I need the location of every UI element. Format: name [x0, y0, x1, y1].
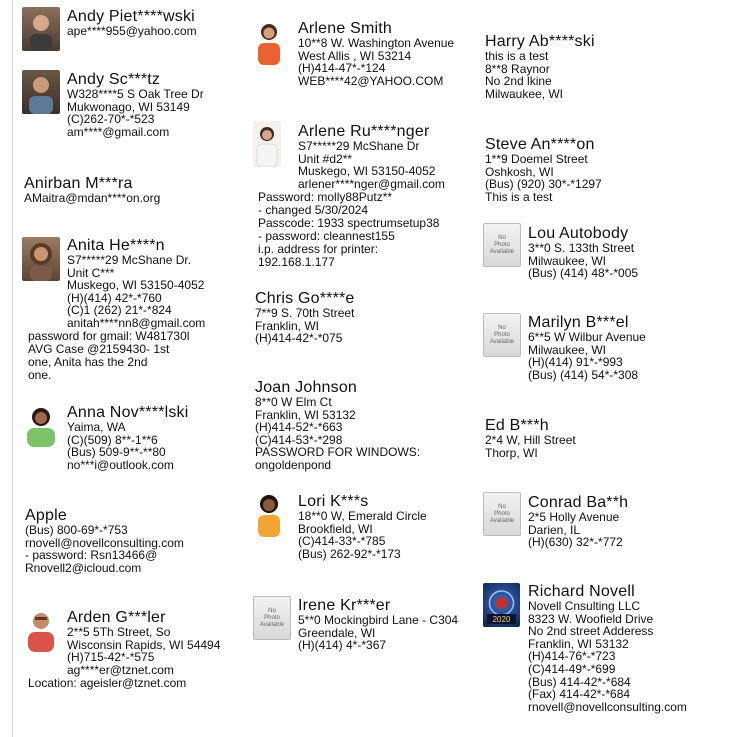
no-photo-text: No — [498, 234, 506, 241]
contact-note: Location: ageisler@tznet.com — [28, 676, 187, 690]
contact-line: Unit #d2** — [298, 151, 353, 166]
no-photo-text: Available — [489, 248, 515, 255]
contact-ed[interactable] — [485, 417, 576, 459]
contact-lori[interactable] — [298, 493, 427, 560]
contact-line: Unit C*** — [67, 265, 115, 280]
contact-note: - password: Rsn13466@ — [25, 548, 158, 563]
contact-line: (C)414-33*-*785 — [298, 534, 386, 549]
contact-line: No 2nd street Adderess — [528, 624, 654, 639]
no-photo-placeholder-icon — [483, 223, 521, 267]
contact-line: (Bus) 800-69*-*753 — [25, 523, 128, 537]
contact-line: (C)(509) 8**-1**6 — [67, 432, 158, 447]
contact-note: one. — [28, 368, 52, 382]
contact-conrad[interactable] — [528, 494, 628, 549]
contact-line: (C)1 (262) 21*-*824 — [67, 303, 172, 318]
contact-line: Yaima, WA — [67, 420, 126, 434]
contact-line: (Bus) (414) 48*-*005 — [528, 266, 639, 281]
contact-name: Steve An****on — [485, 136, 595, 153]
contact-line: (H)414-47*-*124 — [298, 61, 386, 76]
contact-line: Milwaukee, WI — [528, 342, 607, 357]
contact-line: S7*****29 McShane Dr — [298, 139, 420, 153]
contact-note: i.p. address for printer: — [258, 242, 379, 256]
contact-line: (H)414-76*-*723 — [528, 649, 616, 664]
contact-andy-p[interactable] — [67, 8, 197, 38]
contact-anita[interactable] — [28, 237, 258, 387]
contact-line: 7**9 S. 70th Street — [255, 306, 355, 320]
no-photo-text: Photo — [494, 241, 510, 248]
contact-note: PASSWORD FOR WINDOWS: — [255, 445, 421, 460]
contact-note: one, Anita has the 2nd — [28, 355, 148, 369]
contact-line: Novell Cnsulting LLC — [528, 599, 641, 613]
contact-line: (H)(414) 91*-*993 — [528, 355, 623, 370]
contact-line: (Fax) 414-42*-*684 — [528, 687, 631, 702]
contact-line: rnovell@novellconsulting.com — [528, 699, 687, 714]
contact-name: Chris Go****e — [255, 290, 355, 307]
contact-line: 8**0 W Elm Ct — [255, 395, 332, 409]
contact-anirban[interactable] — [24, 175, 160, 205]
contact-line: arlener****nger@gmail.com — [298, 176, 445, 191]
contact-line: Muskego, WI 53150-4052 — [67, 278, 205, 293]
no-photo-text: Photo — [264, 614, 280, 621]
contact-line: Oshkosh, WI — [485, 164, 554, 179]
no-photo-text: Available — [489, 338, 515, 345]
contact-steve[interactable] — [485, 136, 602, 203]
contact-note: Password: molly88Putz** — [258, 190, 393, 204]
no-photo-text: Photo — [494, 331, 510, 338]
no-photo-text: No — [268, 607, 276, 614]
contact-andy-s[interactable] — [67, 71, 204, 138]
contact-name: Ed B***h — [485, 417, 549, 434]
contact-line: WEB****42@YAHOO.COM — [298, 73, 444, 88]
contact-line: 1**9 Doemel Street — [485, 152, 588, 166]
contact-line: 8323 W. Woofield Drive — [528, 611, 654, 626]
contact-line: (C)262-70*-*523 — [67, 112, 155, 127]
contact-line: (Bus) 414-42*-*684 — [528, 674, 631, 689]
contact-name: Harry Ab****ski — [485, 33, 595, 50]
contact-line: this is a test — [485, 49, 549, 63]
contact-apple[interactable] — [25, 507, 184, 574]
contact-line: Mukwonago, WI 53149 — [67, 99, 190, 114]
no-photo-placeholder-icon — [483, 313, 521, 357]
contact-line: Milwaukee, WI — [485, 86, 564, 101]
contact-line: 2*5 Holly Avenue — [528, 510, 620, 524]
contact-note: AVG Case @2159430- 1st — [28, 342, 170, 356]
contact-note: Passcode: 1933 spectrumsetup38 — [258, 216, 440, 230]
contact-line: 5**0 Mockingbird Lane - C304 — [298, 613, 459, 627]
contact-harry[interactable] — [485, 33, 595, 100]
no-photo-text: Photo — [494, 510, 510, 517]
contact-line: am****@gmail.com — [67, 124, 170, 139]
contact-line: 6**5 W Wilbur Avenue — [528, 330, 646, 344]
no-photo-placeholder-icon — [483, 492, 521, 536]
no-photo-text: Available — [259, 621, 285, 628]
avatar-andy-s — [22, 70, 60, 114]
contact-line: Wisconsin Rapids, WI 54494 — [67, 637, 221, 652]
contact-line: Franklin, WI 53132 — [528, 636, 629, 651]
no-photo-text: No — [498, 503, 506, 510]
contact-note: - password: cleannest155 — [258, 229, 395, 243]
contact-anna[interactable] — [67, 404, 188, 471]
contact-line: (H)(414) 4*-*367 — [298, 638, 387, 653]
contact-name: Lou Autobody — [528, 225, 629, 242]
contact-name: Apple — [25, 507, 67, 524]
contact-line: (H)(414) 42*-*760 — [67, 290, 162, 305]
contact-marilyn[interactable] — [528, 314, 646, 381]
contact-line: 8**8 Raynor — [485, 61, 550, 76]
contact-name: Joan Johnson — [255, 379, 358, 396]
contact-line: ape****955@yahoo.com — [67, 24, 197, 38]
contact-line: ag****er@tznet.com — [67, 662, 174, 677]
contact-note: - changed 5/30/2024 — [258, 203, 369, 217]
avatar-richard — [483, 583, 520, 627]
contact-name: Anna Nov****lski — [67, 404, 189, 421]
contact-line: anitah****nn8@gmail.com — [67, 316, 206, 330]
contact-line: 2*4 W, Hill Street — [485, 433, 576, 447]
contact-line: West Allis , WI 53214 — [298, 48, 412, 63]
contact-line: 18**0 W, Emerald Circle — [298, 509, 427, 523]
contact-name: Arden G***ler — [67, 609, 166, 626]
contact-name: Anita He****n — [67, 237, 165, 254]
contact-line: (C)414-49*-*699 — [528, 661, 616, 676]
avatar-anna — [22, 403, 60, 447]
contact-line: 2**5 5Th Street, So — [67, 625, 171, 639]
avatar-lori — [253, 491, 285, 537]
contact-name: Andy Piet****wski — [67, 8, 195, 25]
contact-richard[interactable] — [528, 583, 687, 713]
contact-arden[interactable] — [28, 609, 258, 699]
contact-note: password for gmail: W481730l — [28, 329, 190, 343]
no-photo-placeholder-icon — [253, 596, 291, 640]
contact-line: 10**8 W. Washington Avenue — [298, 36, 455, 50]
left-margin-rule — [12, 0, 13, 737]
contact-line: (H)715-42*-*575 — [67, 650, 155, 665]
contact-name: Arlene Ru****nger — [298, 123, 430, 140]
contact-arlene-s[interactable] — [298, 20, 454, 87]
contact-line: This is a test — [485, 189, 553, 204]
contact-line: Darien, IL — [528, 522, 581, 537]
contact-line: No 2nd lkine — [485, 74, 552, 89]
contact-line: (H)414-52*-*663 — [255, 420, 343, 435]
contact-arlene-r[interactable] — [258, 123, 498, 273]
contact-joan[interactable] — [255, 379, 420, 472]
contact-line: (Bus) (414) 54*-*308 — [528, 367, 639, 382]
contact-note: 192.168.1.177 — [258, 255, 335, 269]
contact-line: Muskego, WI 53150-4052 — [298, 164, 436, 179]
contact-line: (H)(630) 32*-*772 — [528, 535, 623, 550]
contact-name: Lori K***s — [298, 493, 369, 510]
contact-line: Greendale, WI — [298, 625, 376, 640]
contact-chris[interactable] — [255, 290, 355, 345]
contact-line: 3**0 S. 133th Street — [528, 241, 635, 255]
contact-line: (Bus) 262-92*-*173 — [298, 546, 401, 561]
contact-line: Brookfield, WI — [298, 521, 373, 536]
contact-note: Rnovell2@icloud.com — [25, 560, 142, 575]
no-photo-text: No — [498, 324, 506, 331]
contact-line: W328****5 S Oak Tree Dr — [67, 87, 204, 101]
contact-name: Arlene Smith — [298, 20, 392, 37]
contact-note: ongoldenpond — [255, 457, 332, 472]
contact-line: S7*****29 McShane Dr. — [67, 253, 192, 267]
avatar-arlene-s — [253, 17, 285, 65]
contact-line: Franklin, WI — [255, 318, 320, 333]
contact-name: Marilyn B***el — [528, 314, 629, 331]
contact-name: Conrad Ba**h — [528, 494, 629, 511]
badge-year-text: 2020 — [492, 615, 511, 624]
contact-line: (Bus) 509-9**-**80 — [67, 445, 166, 460]
contact-line: Thorp, WI — [485, 445, 538, 460]
contact-line: (C)414-53*-*298 — [255, 432, 343, 447]
contact-line: (H)414-42*-*075 — [255, 331, 343, 346]
contact-name: Andy Sc***tz — [67, 71, 161, 88]
contact-name: Richard Novell — [528, 583, 635, 600]
contact-lou[interactable] — [528, 225, 638, 280]
contact-line: AMaitra@mdan****on.org — [24, 191, 161, 205]
contact-name: Irene Kr***er — [298, 597, 391, 614]
no-photo-text: Available — [489, 517, 515, 524]
contact-line: Milwaukee, WI — [528, 253, 607, 268]
contact-irene[interactable] — [298, 597, 458, 652]
contact-line: (Bus) (920) 30*-*1297 — [485, 177, 602, 192]
contact-line: no***i@outlook.com — [67, 457, 174, 472]
contact-line: Franklin, WI 53132 — [255, 407, 356, 422]
contact-line: rnovell@novellconsulting.com — [25, 535, 184, 550]
avatar-andy-p — [22, 7, 60, 51]
contact-name: Anirban M***ra — [24, 175, 133, 192]
